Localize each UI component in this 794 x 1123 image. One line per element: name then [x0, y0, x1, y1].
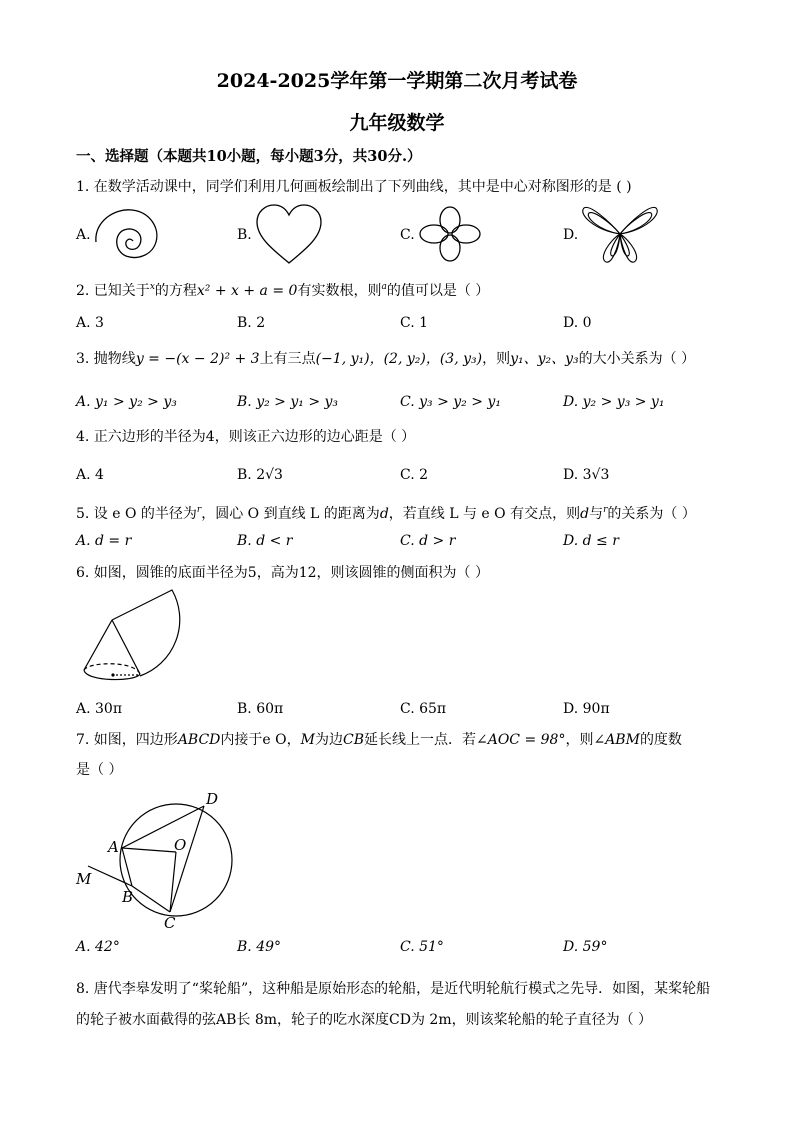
- q7-circle-o: e O: [262, 732, 287, 748]
- q5-text-1: 5. 设 e O 的半径为: [76, 506, 197, 522]
- q7-option-b: B. 49°: [237, 939, 282, 955]
- q3-option-b: B. y₂ > y₁ > y₃: [237, 394, 339, 410]
- q7-text-3: ，: [286, 732, 301, 748]
- q7-abcd: ABCD: [177, 732, 221, 748]
- q2-text-2: 的方程: [154, 283, 197, 299]
- q3-text-4: 的大小关系为（ ）: [578, 351, 696, 367]
- q7-text-5: 延长线上一点．若: [363, 732, 476, 748]
- q6-option-d: D. 90π: [563, 701, 610, 717]
- fig-label-b: B: [122, 888, 134, 906]
- q7-angle-aoc: ∠AOC = 98°: [475, 732, 566, 748]
- q3-vars: y₁、y₂、y₃: [510, 351, 579, 367]
- fig-label-a: A: [108, 838, 119, 856]
- q4-option-b: B. 2√3: [237, 467, 283, 483]
- q2-option-a: A. 3: [76, 315, 104, 331]
- q1-option-a-label: A.: [76, 227, 91, 243]
- question-7-stem-line-1: [76, 731, 682, 749]
- q7-angle-abm: ∠ABM: [593, 732, 640, 748]
- q7-text-6: ，则: [565, 732, 594, 748]
- q2-option-d: D. 0: [563, 315, 592, 331]
- q3-text-2: 上有三点: [259, 351, 316, 367]
- fig-label-d: D: [206, 790, 219, 808]
- q5-text-2: ，圆心 O 到直线 L 的距离为: [201, 506, 380, 522]
- q4-option-d: D. 3√3: [563, 467, 610, 483]
- q5-text-3: ，若直线 L 与 e O 有交点，则: [388, 506, 581, 522]
- fig-label-c: C: [164, 914, 176, 930]
- q2-equation: x² + x + a = 0: [196, 283, 298, 299]
- q5-text-4: 与: [589, 506, 604, 522]
- butterfly-icon: [580, 200, 660, 268]
- q7-m: M: [300, 732, 315, 748]
- q5-option-b: B. d < r: [237, 533, 293, 549]
- q7-option-c: C. 51°: [400, 939, 444, 955]
- question-5-stem: [76, 501, 696, 523]
- q5-var-r-2: r: [603, 505, 608, 515]
- heart-icon: [254, 203, 324, 265]
- q4-option-c: C. 2: [400, 467, 429, 483]
- q1-option-d-label: D.: [563, 227, 579, 243]
- q2-var-a: a: [381, 282, 387, 292]
- q7-text-2: 内接于: [220, 732, 263, 748]
- q2-var-x: x: [149, 282, 155, 292]
- q5-var-d: d: [379, 506, 389, 522]
- question-4-stem: 4. 正六边形的半径为4，则该正六边形的边心距是（ ）: [76, 429, 416, 445]
- section-heading: 一、选择题（本题共10小题，每小题3分，共30分.）: [76, 148, 422, 165]
- four-petal-flower-icon: [416, 206, 484, 262]
- q7-text-7: 的度数: [639, 732, 682, 748]
- exam-title: 2024-2025学年第一学期第二次月考试卷: [216, 70, 578, 92]
- q2-option-c: C. 1: [400, 315, 429, 331]
- q2-text-1: 2. 已知关于: [76, 283, 150, 299]
- question-6-stem: 6. 如图，圆锥的底面半径为5，高为12，则该圆锥的侧面积为（ ）: [76, 565, 489, 581]
- q3-text-3: ，则: [482, 351, 511, 367]
- question-8-stem-line-2: 的轮子被水面截得的弦AB长 8m，轮子的吃水深度CD为 2m，则该桨轮船的轮子直径为（ ）: [76, 1012, 653, 1028]
- q7-cb: CB: [342, 732, 364, 748]
- question-3-stem: [76, 350, 695, 368]
- q7-option-a: A. 42°: [76, 939, 120, 955]
- q7-text-1: 7. 如图，四边形: [76, 732, 178, 748]
- q2-text-3: 有实数根，则: [297, 283, 382, 299]
- fig-label-m: M: [76, 870, 92, 888]
- question-2-stem: [76, 278, 489, 300]
- question-8-stem-line-1: 8. 唐代李皋发明了“桨轮船”，这种船是原始形态的轮船，是近代明轮航行模式之先导．如图，某桨轮船: [76, 981, 711, 997]
- question-7-stem-line-2: 是（ ）: [76, 762, 123, 778]
- question-1-stem: 1. 在数学活动课中，同学们利用几何画板绘制出了下列曲线，其中是中心对称图形的是 ( ): [76, 179, 632, 195]
- q5-var-r: r: [196, 505, 202, 515]
- cone-figure: [76, 588, 186, 692]
- q3-text-1: 3. 抛物线: [76, 351, 136, 367]
- q5-var-d-2: d: [580, 506, 590, 522]
- q2-text-4: 的值可以是（ ）: [386, 283, 490, 299]
- q7-text-4: 为边: [314, 732, 343, 748]
- q4-option-a: A. 4: [76, 467, 104, 483]
- inscribed-quadrilateral-figure: [70, 790, 250, 930]
- q5-option-a: A. d = r: [76, 533, 132, 549]
- exam-subtitle: 九年级数学: [349, 112, 445, 134]
- q1-option-b-label: B.: [237, 227, 252, 243]
- q3-points: (−1, y₁)，(2, y₂)，(3, y₃): [315, 351, 483, 367]
- q3-equation: y = −(x − 2)² + 3: [135, 351, 260, 367]
- q3-option-a: A. y₁ > y₂ > y₃: [76, 394, 177, 410]
- q7-option-d: D. 59°: [563, 939, 608, 955]
- q3-option-c: C. y₃ > y₂ > y₁: [400, 394, 501, 410]
- q5-text-5: 的关系为（ ）: [607, 506, 696, 522]
- q6-option-b: B. 60π: [237, 701, 284, 717]
- q5-option-d: D. d ≤ r: [563, 533, 619, 549]
- q6-option-a: A. 30π: [76, 701, 123, 717]
- q1-option-c-label: C.: [400, 227, 415, 243]
- q3-option-d: D. y₂ > y₃ > y₁: [563, 394, 665, 410]
- q6-option-c: C. 65π: [400, 701, 447, 717]
- spiral-icon: [92, 204, 164, 262]
- q5-option-c: C. d > r: [400, 533, 456, 549]
- fig-label-o: O: [174, 836, 187, 854]
- q2-option-b: B. 2: [237, 315, 266, 331]
